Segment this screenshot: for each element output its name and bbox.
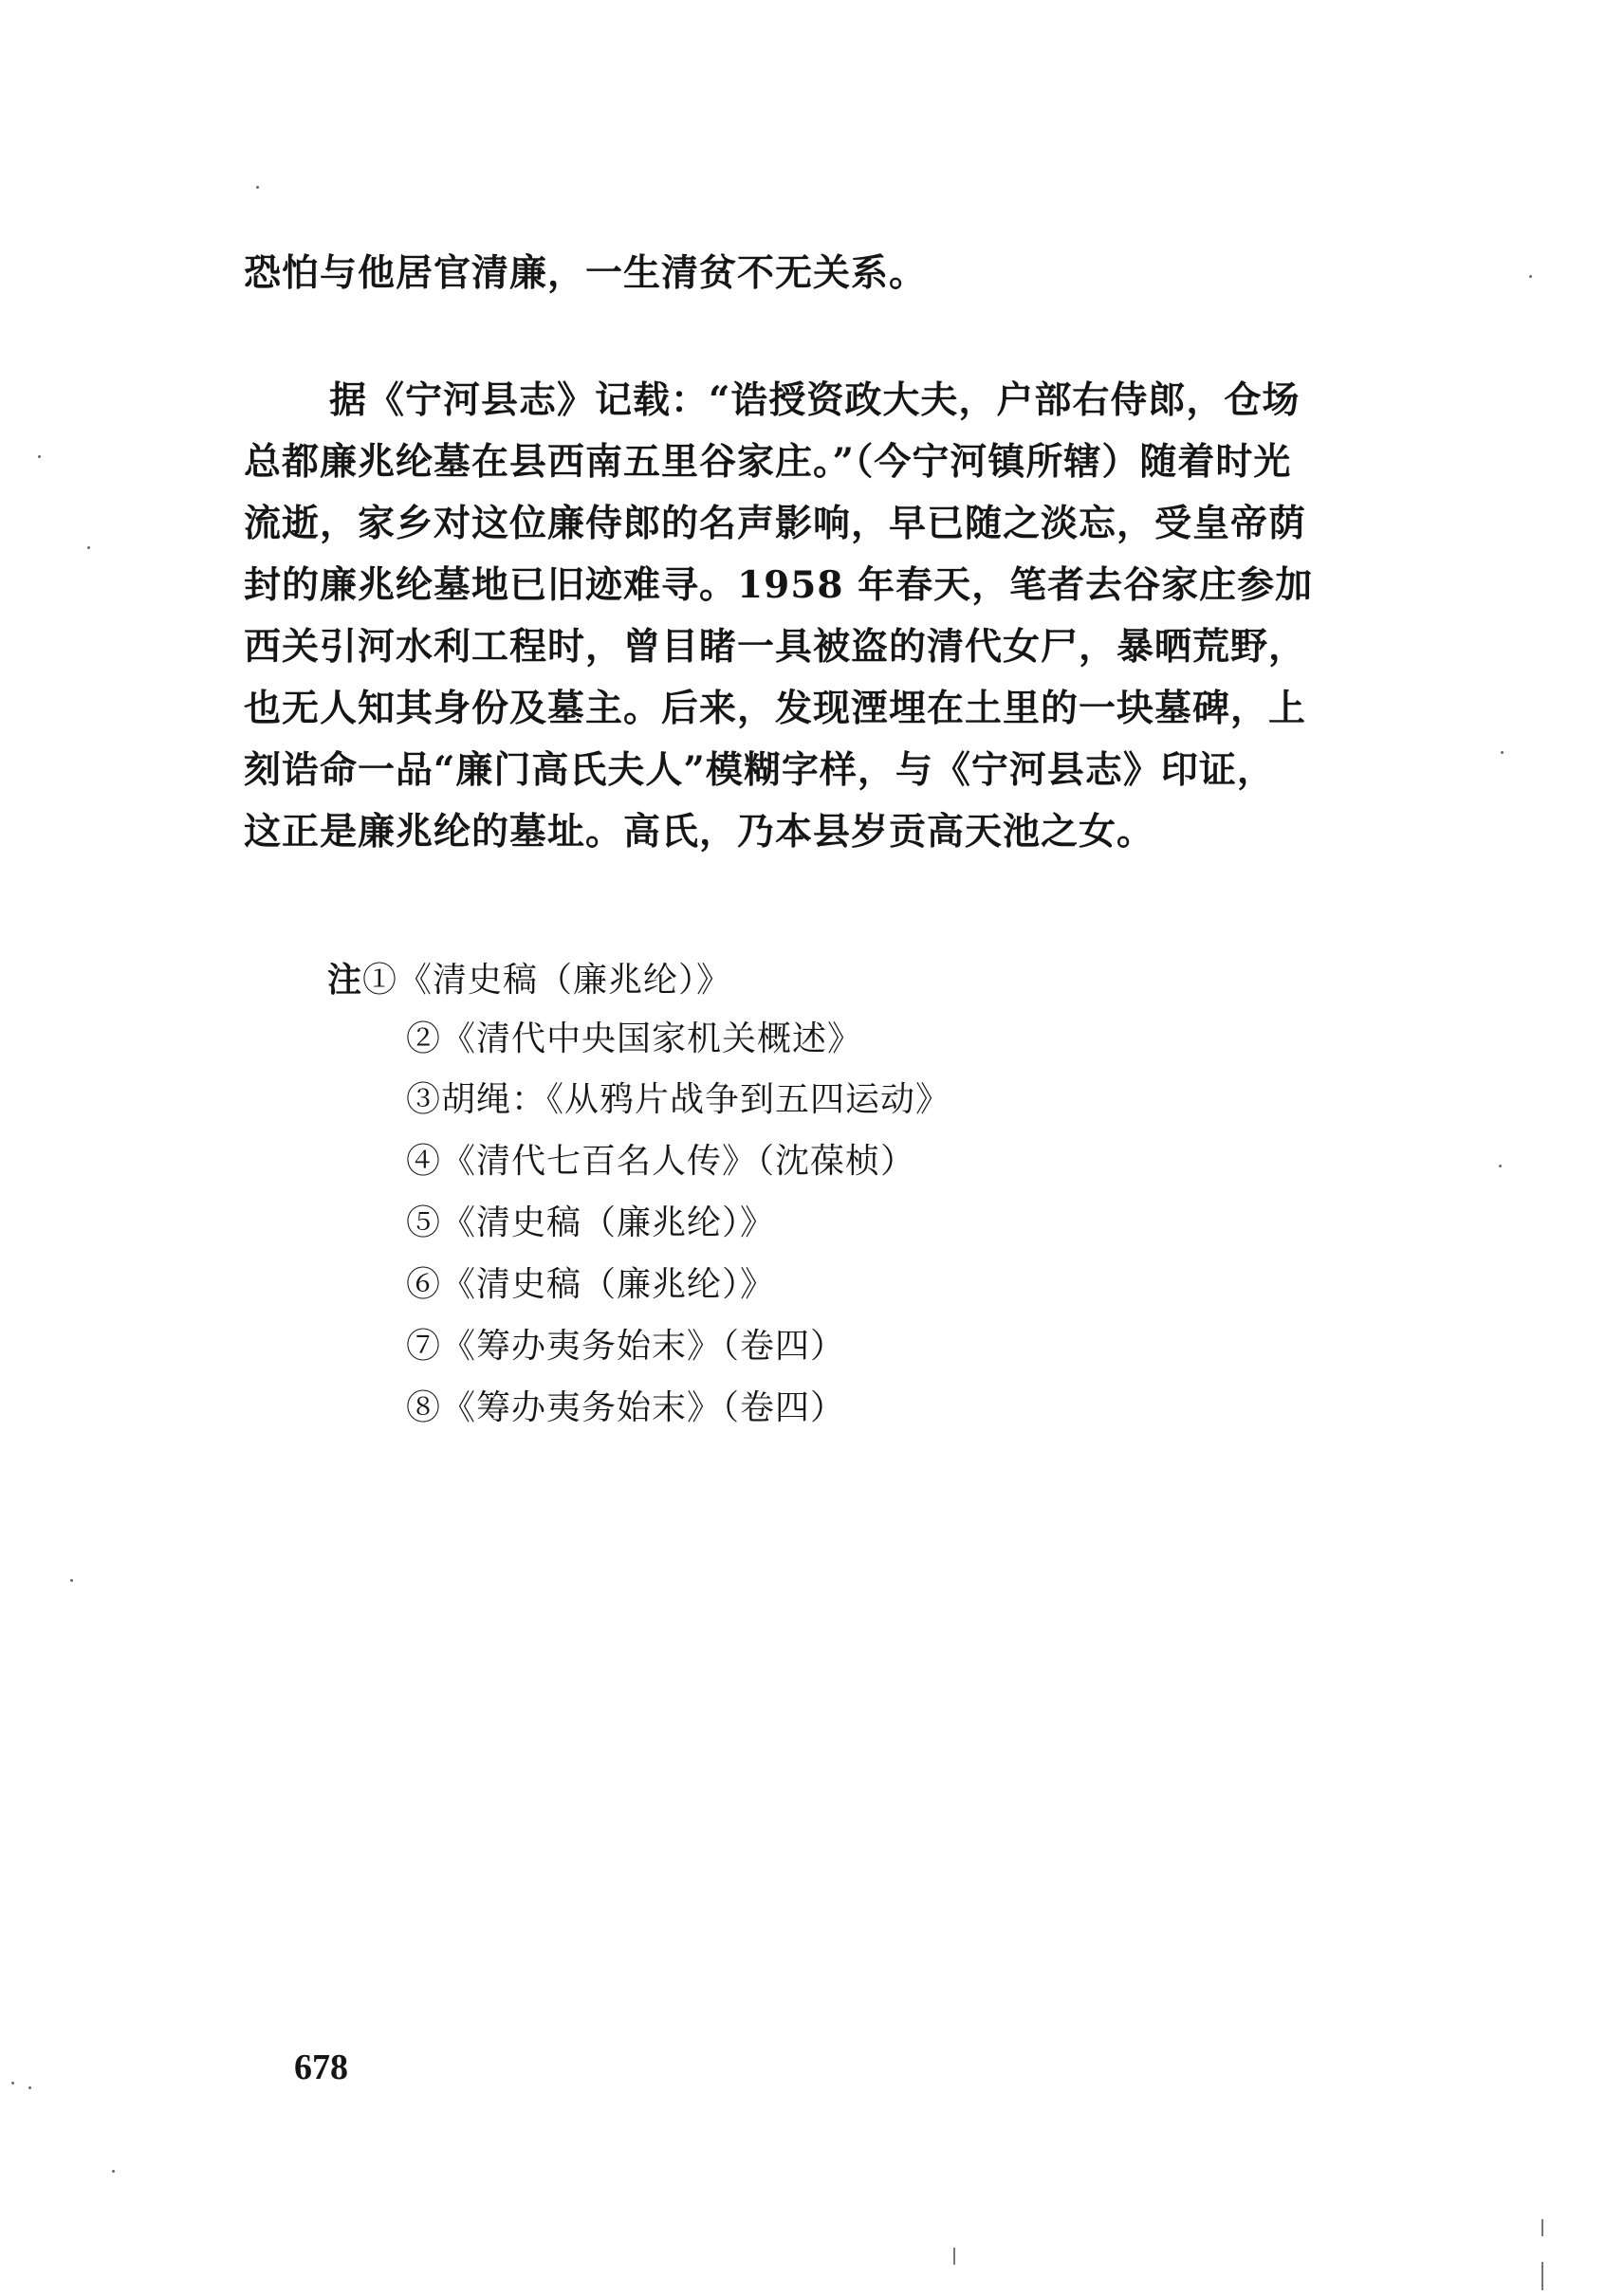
paragraph-2-line: 总都廉兆纶墓在县西南五里谷家庄。”（今宁河镇所辖）随着时光 <box>244 440 1292 484</box>
paragraph-2-line: 也无人知其身份及墓主。后来，发现湮埋在土里的一块墓碑，上 <box>244 687 1307 730</box>
note-item: ⑤《清史稿（廉兆纶）》 <box>406 1203 776 1242</box>
notes-label: 注 <box>327 960 363 1000</box>
note-item: ⑥《清史稿（廉兆纶）》 <box>406 1265 776 1304</box>
paragraph-2-line: 这正是廉兆纶的墓址。高氏，乃本县岁贡高天池之女。 <box>244 810 1155 854</box>
paragraph-2-line: 据《宁河县志》记载：“诰授资政大夫，户部右侍郎，仓场 <box>329 378 1301 422</box>
paragraph-2-line: 流逝，家乡对这位廉侍郎的名声影响，早已随之淡忘，受皇帝荫 <box>244 502 1307 545</box>
scan-speck <box>70 1579 73 1582</box>
scan-speck <box>11 2082 14 2085</box>
scan-speck <box>1529 275 1532 278</box>
note-item: ②《清代中央国家机关概述》 <box>406 1019 863 1058</box>
scan-speck <box>256 186 259 189</box>
note-item: ④《清代七百名人传》（沈葆桢） <box>406 1142 916 1181</box>
page-number: 678 <box>294 2048 348 2087</box>
scan-speck <box>87 546 90 549</box>
paragraph-2-line: 刻诰命一品“廉门高氏夫人”模糊字样，与《宁河县志》印证， <box>244 748 1275 792</box>
scan-speck <box>1501 751 1504 754</box>
note-item: ⑧《筹办夷务始末》（卷四） <box>406 1388 846 1427</box>
note-item: ①《清史稿（廉兆纶）》 <box>362 961 732 1000</box>
scan-mark <box>1541 2219 1543 2236</box>
notes-first-line <box>327 953 731 1007</box>
scan-speck <box>28 2086 31 2089</box>
note-item: ⑦《筹办夷务始末》（卷四） <box>406 1327 846 1366</box>
paragraph-2-line: 封的廉兆纶墓地已旧迹难寻。1958 年春天，笔者去谷家庄参加 <box>244 563 1314 607</box>
paragraph-2-line: 西关引河水利工程时，曾目睹一具被盗的清代女尸，暴晒荒野， <box>244 625 1307 669</box>
scan-mark <box>953 2248 955 2265</box>
scan-speck <box>1499 1165 1502 1167</box>
scan-mark <box>1541 2262 1543 2290</box>
scan-speck <box>38 455 41 458</box>
scan-speck <box>112 2170 115 2173</box>
paragraph-1-line: 恐怕与他居官清廉，一生清贫不无关系。 <box>244 251 928 295</box>
note-item: ③胡绳：《从鸦片战争到五四运动》 <box>406 1080 951 1119</box>
